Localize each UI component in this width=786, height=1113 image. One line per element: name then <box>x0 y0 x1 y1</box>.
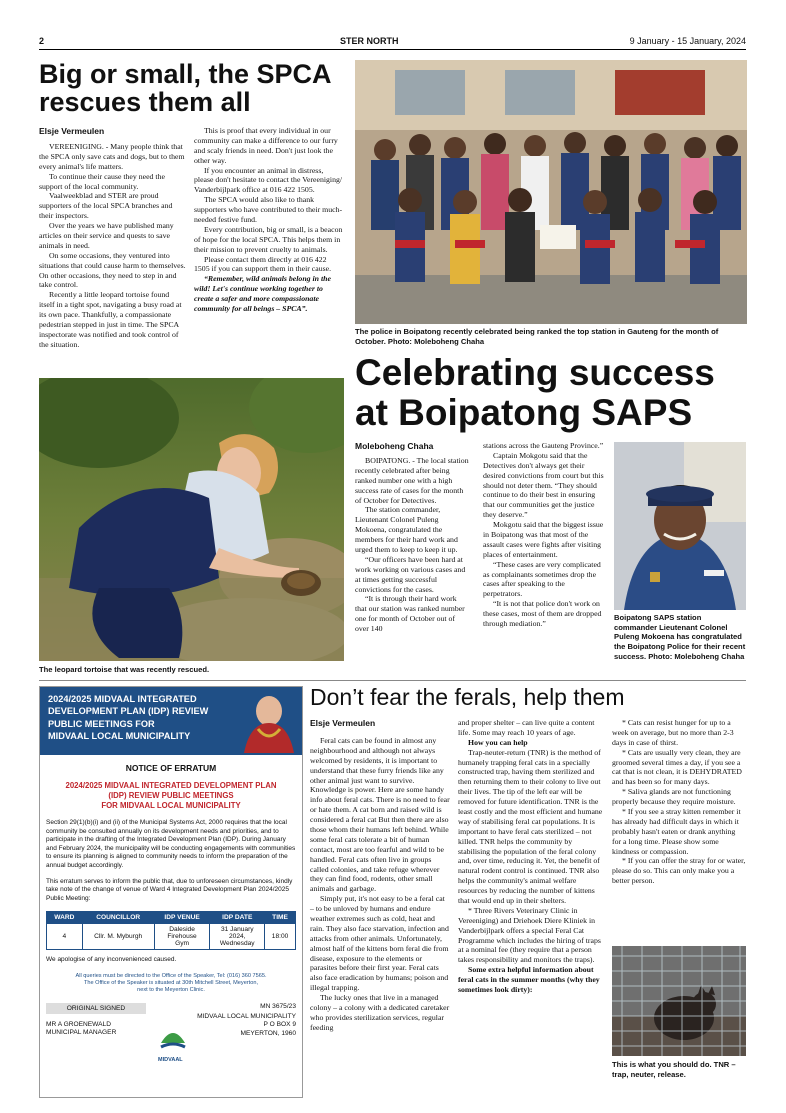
mayor-portrait-icon <box>240 689 298 753</box>
saps-column-2 <box>483 441 605 629</box>
ferals-column-2 <box>458 718 604 995</box>
paragraph: BOIPATONG. - The local station recently celebrated after being ranked number one with a high success rate of cases for the month of October for Detectives. <box>355 456 469 505</box>
ferals-column-3 <box>612 718 746 886</box>
address-line: P O BOX 9 <box>263 1021 296 1029</box>
signatory <box>46 1021 116 1038</box>
paragraph: Captain Mokgotu said that the Detectives don't always get their desired convictions from court but this should not deter them. “They should continue to do their best in ensuring that our communities get the justice they deserve.” <box>483 450 604 520</box>
commander-caption: Boipatong SAPS station commander Lieutenant Colonel Puleng Mokoena has congratulated the Boipatong Police for their recent success. Photo: Moleboheng Chaha <box>614 613 746 661</box>
heading-line: 2024/2025 MIDVAAL INTEGRATED DEVELOPMENT PLAN <box>65 781 277 790</box>
signatory-line: MUNICIPAL MANAGER <box>46 1029 117 1037</box>
paragraph: Over the years we have published many articles on their service and quests to save animals in need. <box>39 221 174 250</box>
saps-headline: Celebrating success at Boipatong SAPS <box>355 352 715 433</box>
police-group-caption: The police in Boipatong recently celebrated being ranked the top station in Gauteng for the month of October. Photo: Moleboheng Chaha <box>355 327 719 346</box>
section-rule <box>39 680 746 681</box>
paragraph: This is proof that every individual in our community can make a difference to our furry and scaly friends in need. Don't just look the other way. <box>194 126 338 165</box>
paragraph: Trap-neuter-return (TNR) is the method of humanely trapping feral cats in a specially constructed trap, having them sterilized and then returning them to their colony to live out their lives. The tip of the left ear will be removed for future identification. TNR is the least costly and the most efficient and humane way of stabilising feral cat populations. It is important to have feral cats sterilized – not killed. TNR helps the community by stabilising the population of the feral colony and, over time, reducing it. Yet, the benefit of natural rodent control is continued. TNR also helps the community's animal welfare resources by reducing the number of kittens that would end up in their shelters. <box>458 747 603 906</box>
signatory-line: MR A GROENEWALD <box>46 1020 111 1028</box>
paragraph: * Three Rivers Veterinary Clinic in Vereeniging) and Driehoek Diere Kliniek in Vanderbijlpark offers a special Feral Cat Programme which includes the hiring of traps at a nominal fee (they require that a person takes responsibility and monitors the traps). <box>458 905 601 965</box>
paragraph: Mokgotu said that the biggest issue in Boipatong was that most of the assault cases were fights after visiting places of entertainment. <box>483 520 604 559</box>
banner-line: PUBLIC MEETINGS FOR <box>48 718 155 729</box>
notice-heading <box>40 781 302 811</box>
queries-line: All queries must be directed to the Office of the Speaker, Tel: (016) 360 7565. <box>75 972 267 979</box>
saps-byline: Moleboheng Chaha <box>355 441 434 451</box>
date-line: 31 January <box>220 926 254 934</box>
address-line: MIDVAAL LOCAL MUNICIPALITY <box>197 1012 296 1020</box>
queries-text <box>46 973 296 995</box>
paragraph: Every contribution, big or small, is a beacon of hope for the local SPCA. This helps them in their mission to prevent cruelty to animals. <box>194 224 343 254</box>
paragraph: * Cats can resist hunger for up to a week on average, but no more than 2-3 days in case of thirst. <box>612 718 734 747</box>
police-group-photo <box>355 60 747 324</box>
meeting-table <box>46 911 296 950</box>
table-header: WARD <box>47 912 83 924</box>
paragraph: “Our officers have been hard at work working on various cases and at times getting successful convictions for the cases. <box>355 554 466 594</box>
notice-title: NOTICE OF ERRATUM <box>125 763 217 773</box>
venue-line: Firehouse <box>167 933 197 941</box>
banner-line: 2024/2025 MIDVAAL INTEGRATED <box>48 694 197 704</box>
paragraph: VEREENIGING. - Many people think that the SPCA only save cats and dogs, but to them every animal's life matters. <box>39 142 185 171</box>
ad-footer <box>46 1003 296 1065</box>
ferals-column-1 <box>310 736 450 1033</box>
ward-cell: 4 <box>47 924 83 950</box>
commander-portrait-photo <box>614 442 746 610</box>
paragraph: * If you see a stray kitten remember it has already had difficult days in which it probably hasn't eaten or drank anything for a long time. Please show some kindness or compassion. <box>612 807 741 856</box>
banner-line: MIDVAAL LOCAL MUNICIPALITY <box>48 731 191 742</box>
paragraph: The SPCA would also like to thank supporters who have contributed to their much-needed festive fund. <box>194 195 343 225</box>
paragraph: If you encounter an animal in distress, please don't hesitate to contact the Vereeniging/ Vanderbijlpark office at 016 422 1505. <box>194 165 343 195</box>
queries-line: next to the Meyerton Clinic. <box>137 987 205 994</box>
table-header: COUNCILLOR <box>82 912 154 924</box>
date-cell <box>210 924 265 950</box>
venue-line: Gym <box>175 940 190 948</box>
table-header: IDP VENUE <box>154 912 210 924</box>
table-header-row <box>47 912 296 924</box>
councillor-cell: Cllr. M. Myburgh <box>82 924 154 950</box>
paragraph: stations across the Gauteng Province.” <box>483 441 604 450</box>
spca-byline: Elsje Vermeulen <box>39 126 105 136</box>
header-rule <box>39 49 746 50</box>
spca-headline: Big or small, the SPCA rescues them all <box>39 59 331 118</box>
notice-reference: MN 3675/23 <box>260 1002 296 1010</box>
address-line: MEYERTON, 1960 <box>240 1029 296 1037</box>
paragraph: To continue their cause they need the support of the local community. <box>39 171 165 191</box>
paragraph: * Saliva glands are not functioning properly because they require moisture. <box>612 787 736 807</box>
ferals-headline: Don’t fear the ferals, help them <box>310 684 625 710</box>
heading-line: (IDP) REVIEW PUBLIC MEETINGS <box>108 791 234 801</box>
tortoise-photo-caption: The leopard tortoise that was recently rescued. <box>39 665 210 674</box>
paragraph: “These cases are very complicated as complainants sometimes drop the cases after speaking to the perpetrators. <box>483 559 601 599</box>
paragraph: Vaalweekblad and STER are proud supporters of the local SPCA branches and their inspectors. <box>39 191 173 221</box>
venue-line: Daleside <box>169 926 195 934</box>
cat-trap-photo <box>612 946 746 1056</box>
cat-trap-caption: This is what you should do. TNR – trap, neuter, release. <box>612 1060 736 1079</box>
notice-para-2: This erratum serves to inform the public that, due to unforeseen circumstances, kindly take note of the change of venue of Ward 4 Integrated Development Plan 2024/2025 Public Meeting: <box>46 878 293 902</box>
apology-text: We apologise of any inconvenienced caused. <box>46 956 177 964</box>
issue-date: 9 January - 15 January, 2024 <box>629 36 746 46</box>
paragraph: * Cats are usually very clean, they are groomed several times a day, if you see a cat that is not clean, it is DEHYDRATED and has been so for many days. <box>612 747 742 787</box>
time-cell: 18:00 <box>265 924 296 950</box>
tortoise-rescue-photo <box>39 378 344 661</box>
subheading-summer-info: Some extra helpful information about feral cats in the summer months (why they sometimes look dirty): <box>458 965 600 995</box>
table-header: IDP DATE <box>210 912 265 924</box>
table-row <box>47 924 296 950</box>
paragraph: and proper shelter – can live quite a content life. Some may reach 10 years of age. <box>458 718 595 737</box>
queries-line: The Office of the Speaker is situated at 30th Mitchell Street, Meyerton, <box>83 980 258 987</box>
date-line: Wednesday <box>219 940 255 948</box>
paragraph: “It is through their hard work that our station was ranked number one for month of October out of over 140 <box>355 594 465 634</box>
paragraph: Feral cats can be found in almost any neighbourhood and although not always welcomed by residents, it is important to understand that these furry friends like any other animal just want to survive. Knowledge is power. Here are some handy info about feral cats. There is no need to fear or hate them. A cat born and raised wild is considered a feral cat But then there are also those whom their humans left behind. While some feral cats tolerate a bit of human contact, most are too fearful and wild to be handled. Feral cats often live in groups called colonies, and take refuge wherever they can find food, rodents, other small animals and garbage. <box>310 736 450 894</box>
midvaal-idp-notice-ad <box>39 686 303 1098</box>
paragraph: On some occasions, they ventured into situations that could cause harm to themselves. On other occasions, they need to step in and take control. <box>39 250 186 290</box>
venue-cell <box>154 924 210 950</box>
banner-line: DEVELOPMENT PLAN (IDP) REVIEW <box>48 706 209 717</box>
notice-para-1: Section 29(1)(b)(i) and (ii) of the Municipal Systems Act, 2000 requires that the local community be consulted annually on its development needs and priorities, and to participate in the drafting of the Integrated Development Plan (IDP). During January and February 2024, the municipality will be conducting engagements with communities to ensure its planning is aligned to community needs to inform the preparation of the annual budget accordingly. <box>46 819 296 869</box>
paragraph: Please contact them directly at 016 422 1505 if you can support them in their cause. <box>194 254 332 274</box>
paragraph: * If you can offer the stray for or water, please do so. This can only make you a better person. <box>612 856 746 886</box>
paragraph: “It is not that police don't work on these cases, most of them are dropped through mediation.” <box>483 599 602 629</box>
publication-name: STER NORTH <box>340 36 399 46</box>
date-line: 2024, <box>229 933 246 941</box>
logo-text: MIDVAAL <box>158 1056 183 1063</box>
page-number: 2 <box>39 36 45 46</box>
spca-column-1 <box>39 142 186 350</box>
heading-line: FOR MIDVAAL LOCAL MUNICIPALITY <box>101 801 241 811</box>
paragraph: Simply put, it's not easy to be a feral cat – to be unloved by humans and endure weather extremes such as cold, heat and rain. They also face starvation, infection and attacks from other animals. Unfortunately, almost half of the kittens born feral die from disease, exposure to the elements or parasites before their first year. Feral cats also face eradication by humans; poison and illegal trapping. <box>310 894 449 993</box>
saps-column-1 <box>355 456 470 634</box>
paragraph: The lucky ones that live in a managed colony – a colony with a dedicated caretaker who provides sterilization services, regular feeding <box>310 993 450 1032</box>
meeting-table-wrap <box>46 911 296 950</box>
ferals-byline: Elsje Vermeulen <box>310 718 376 728</box>
subheading-how-to-help: How you can help <box>468 737 528 747</box>
ad-banner <box>40 687 302 755</box>
paragraph: Recently a little leopard tortoise found itself in a tight spot, navigating a busy road at its own pace. Thankfully, a compassionate pedestrian stepped in just in time. The SPCA inspectorate was notified and took control of the situation. <box>39 290 182 349</box>
municipal-address <box>197 1013 296 1039</box>
paragraph: The station commander, Lieutenant Colonel Puleng Mokoena, congratulated the members for their hard work and urged them to keep to keep it up. <box>355 505 458 555</box>
spca-quote: “Remember, wild animals belong in the wild! Let's continue working together to create a safer and more compassionate community for all beings – SPCA”. <box>194 274 331 314</box>
table-header: TIME <box>265 912 296 924</box>
spca-column-2 <box>194 126 344 314</box>
signed-label: ORIGINAL SIGNED <box>46 1003 146 1014</box>
midvaal-logo-icon <box>158 1021 188 1059</box>
